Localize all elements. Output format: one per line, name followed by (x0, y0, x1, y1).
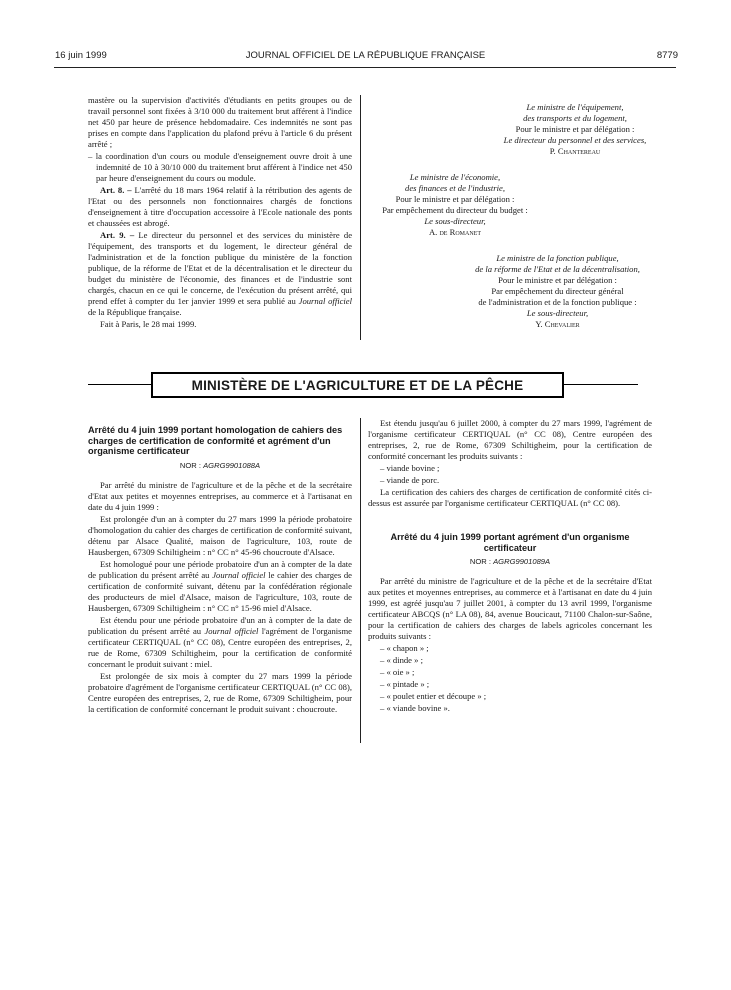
nor-label: NOR : (179, 460, 204, 470)
article-9 (88, 230, 352, 318)
paragraph (88, 615, 352, 670)
signature-line: des finances et de l'industrie, (405, 183, 505, 193)
text: Est homologué pour une période probatoire d'un an à compter de la date de publication du présent arrêté au (88, 558, 352, 580)
article-text: de la République française. (88, 307, 182, 317)
article-8 (88, 185, 352, 229)
paragraph: Par arrêté du ministre de l'agriculture et de la pêche et de la secrétaire d'Etat aux petites et moyennes entreprises, au commerce et à l'artisanat en date du 4 juin 1999 : (88, 479, 352, 512)
list-item: – « viande bovine ». (380, 703, 450, 713)
text: l'agrément de l'organisme certificateur CERTIQUAL (n° CC 08), Centre européen des entreprises, 2, rue de Rome, 67309 Schiltigheim, pour la certification de conformité concernant le produit suivant : miel. (88, 625, 352, 669)
signature-block-equipement (475, 102, 675, 157)
text: le cahier des charges de certification de conformité suivant, détenu par la confédération régionale des producteurs de miel d'Alsace, maison de l'agriculture, 103, route de Hausbergen, 67309 Schiltigheim : n° CC n° 15-96 miel d'Alsace. (88, 569, 352, 613)
signature-line: Pour le ministre et par délégation : (515, 124, 635, 134)
signature-line: de l'administration et de la fonction publique : (478, 297, 637, 307)
paragraph: mastère ou la supervision d'activités d'étudiants en petits groupes ou de travail personnel sont fixées à 3/10 000 du traitement brut afférent à l'indice net 450 par heure de présence hebdomadaire. Ces indemnités ne sont pas prises en compte dans l'application du plafond prévu à l'article 6 du présent arrêté ; (88, 95, 352, 149)
arrete-2-nor (368, 556, 652, 567)
arrete-1-left-column (88, 425, 352, 716)
signatory-name: Y. Chevalier (535, 319, 580, 329)
signature-line: Le sous-directeur, (424, 216, 486, 226)
paragraph: Est étendu jusqu'au 6 juillet 2000, à compter du 27 mars 1999, l'agrément de l'organisme certificateur CERTIQUAL (n° CC 08), Centre européen des entreprises, 2, rue de Rome, 67309 Schiltigheim, pour la certification de conformité concernant les produits suivants : (368, 418, 652, 461)
article-label: Art. 8. – (100, 185, 132, 195)
journal-officiel-ref: Journal officiel (298, 296, 352, 306)
arrete-1-nor (88, 460, 352, 471)
nor-value: AGRG9901089A (493, 557, 551, 566)
article-label: Art. 9. – (100, 230, 135, 240)
signature-line: Le ministre de la fonction publique, (496, 253, 619, 263)
list-item: – viande bovine ; (380, 463, 440, 473)
header-journal-title: JOURNAL OFFICIEL DE LA RÉPUBLIQUE FRANÇAISE (245, 50, 486, 61)
signatory-name: P. Chantereau (549, 146, 601, 156)
arrete-1-title: Arrêté du 4 juin 1999 portant homologation de cahiers des charges de certification de conformité et agrément d'un organisme certificateur (88, 425, 343, 456)
list-item: – « dinde » ; (380, 655, 423, 665)
signature-line: Le sous-directeur, (526, 308, 589, 318)
paragraph (88, 559, 352, 614)
column-divider (360, 95, 361, 340)
signature-line: Par empêchement du directeur du budget : (382, 205, 528, 215)
done-at: Fait à Paris, le 28 mai 1999. (100, 319, 197, 329)
signature-line: Le ministre de l'équipement, (526, 102, 624, 112)
arrete-1-right-column (368, 418, 652, 715)
signature-block-economie (370, 172, 540, 238)
list-item: – « oie » ; (380, 667, 415, 677)
header-page-number: 8779 (656, 50, 678, 61)
article-text: L'arrêté du 18 mars 1964 relatif à la rétribution des agents de l'Etat ou des personnels non fonctionnaires chargés de fonctions d'enseignement à titre d'occupation accessoire à l'Ecole nationale des ponts et chaussées est abrogé. (88, 185, 352, 228)
journal-officiel-ref: Journal officiel (212, 569, 266, 580)
header-date: 16 juin 1999 (55, 50, 107, 61)
nor-value: AGRG9901088A (203, 460, 261, 470)
paragraph: Est prolongée de six mois à compter du 27 mars 1999 la période probatoire d'agrément de l'organisme certificateur CERTIQUAL (n° CC 08), Centre européen des entreprises, 2, rue de Rome, 67309 Schiltigheim, pour la certification de conformité concernant le produit suivant : choucroute. (88, 670, 352, 714)
paragraph: – la coordination d'un cours ou module d'enseignement ouvre droit à une indemnité de 10 à 30/10 000 du traitement brut afférent à l'indice net 450 par heure d'enseignement du cours ou module. (88, 151, 352, 183)
section-title: MINISTÈRE DE L'AGRICULTURE ET DE LA PÊCHE (151, 372, 564, 398)
signature-line: de la réforme de l'Etat et de la décentralisation, (475, 264, 640, 274)
arrete-2-title: Arrêté du 4 juin 1999 portant agrément d'un organisme certificateur (390, 532, 630, 553)
list-item: – « poulet entier et découpe » ; (380, 691, 487, 701)
paragraph: Est prolongée d'un an à compter du 27 mars 1999 la période probatoire d'homologation du cahier des charges de certification de conformité suivant, détenu par Alsace Qualité, maison de l'agriculture, 103, route de Hausbergen, 67309 Schiltigheim : n° CC n° 45-96 choucroute d'Alsace. (88, 513, 352, 557)
paragraph: Par arrêté du ministre de l'agriculture et de la pêche et de la secrétaire d'Etat aux petites et moyennes entreprises, au commerce et à l'artisanat en date du 4 juin 1999, est agréé jusqu'au 7 juillet 2001, à compter du 13 avril 1999, l'organisme certificateur ABCQS (n° LA 08), 84, avenue Boucicaut, 71100 Chalon-sur-Saône, pour la certification de cahiers des charges de labels agricoles concernant les produits suivants : (368, 576, 652, 641)
signature-line: Pour le ministre et par délégation : (395, 194, 515, 204)
article-text: Le directeur du personnel et des services du ministère de l'équipement, des transports et du logement, le directeur général de l'administration et de la fonction publique du ministère de la fonction publique, de la réforme de l'Etat et de la décentralisation et le directeur du budget du ministère de l'économie, des finances et de l'industrie sont chargés, chacun en ce qui le concerne, de l'exécution du présent arrêté, qui prend effet à compter du 1er janvier 1999 et sera publié au (88, 230, 353, 306)
signature-line: Par empêchement du directeur général (491, 286, 624, 296)
nor-label: NOR : (469, 557, 494, 566)
signatory-name: A. de Romanet (428, 227, 482, 237)
signature-line: Le directeur du personnel et des services, (503, 135, 647, 145)
paragraph: La certification des cahiers des charges de certification de conformité cités ci-dessus est assurée par l'organisme certificateur CERTIQUAL (n° CC 08). (368, 487, 652, 508)
signature-block-fonction-publique (440, 253, 675, 330)
signature-line: Pour le ministre et par délégation : (498, 275, 617, 285)
signature-line: des transports et du logement, (523, 113, 627, 123)
header-rule (54, 67, 676, 68)
list-item: – viande de porc. (380, 475, 440, 485)
text: Est étendu pour une période probatoire d'un an à compter de la date de publication du présent arrêté au (88, 614, 352, 636)
journal-officiel-ref: Journal officiel (204, 625, 259, 636)
signature-line: Le ministre de l'économie, (409, 172, 501, 182)
column-divider (360, 418, 361, 743)
top-left-column (88, 95, 352, 331)
list-item: – « pintade » ; (380, 679, 430, 689)
list-item: – « chapon » ; (380, 643, 429, 653)
